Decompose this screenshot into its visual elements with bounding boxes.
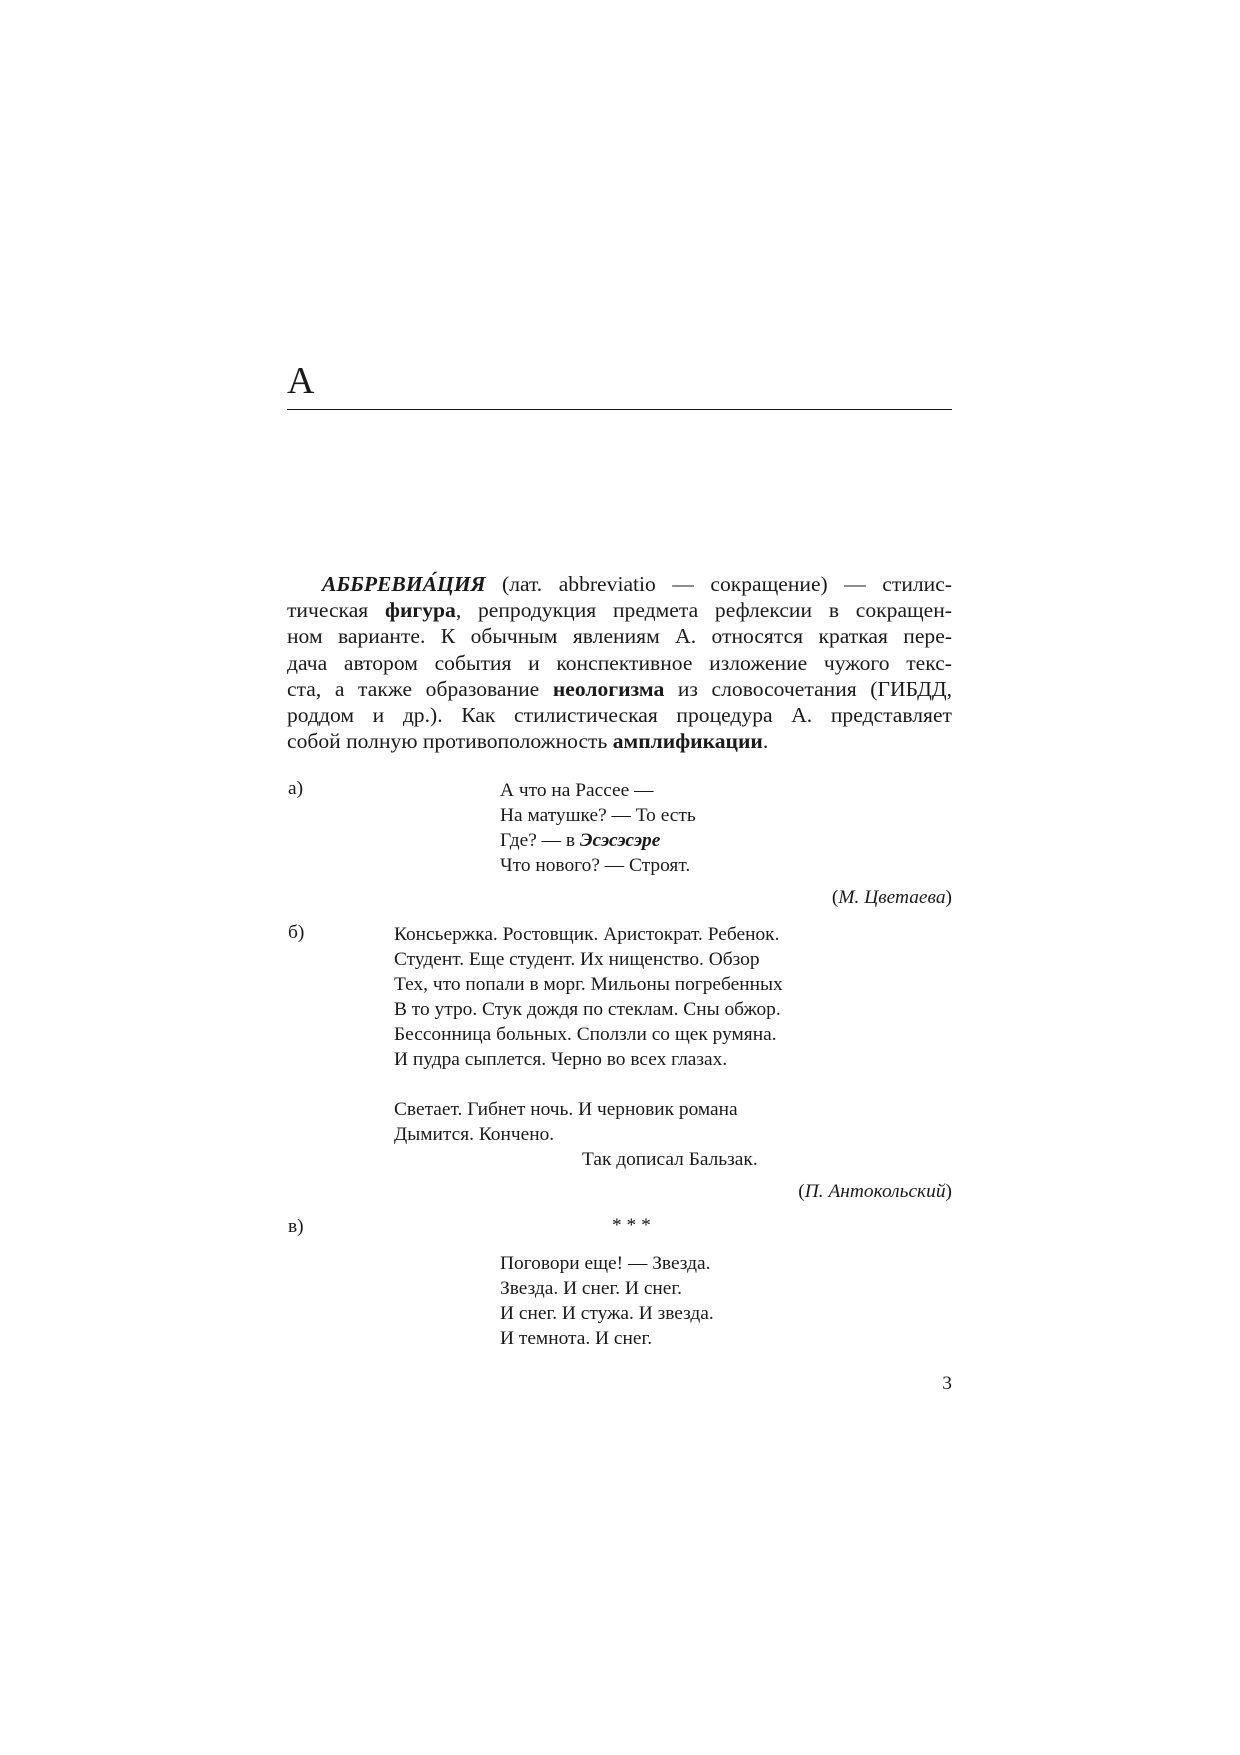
poem-line: Звезда. И снег. И снег.	[500, 1278, 683, 1299]
entry-line: дача автором события и конспективное изложение чужого текс-	[287, 650, 952, 675]
poem-line: Светает. Гибнет ночь. И черновик романа	[394, 1099, 738, 1120]
entry-paragraph	[287, 571, 952, 754]
attribution-author: М. Цветаева	[838, 887, 946, 908]
section-letter: А	[287, 360, 315, 402]
entry-line: ном варианте. К обычным явлениям А. относятся краткая пере-	[287, 624, 952, 649]
poem-line: Дымится. Кончено.	[394, 1124, 555, 1145]
entry-line: ста, а также образование неологизма из словосочетания (ГИБДД,	[287, 676, 953, 701]
poem-line: И темнота. И снег.	[500, 1328, 653, 1349]
section-divider	[287, 409, 952, 410]
poem-line: Тех, что попали в морг. Мильоны погребенных	[394, 974, 783, 995]
entry-line: собой полную противоположность амплификации.	[287, 729, 769, 754]
example-marker-a: а)	[288, 778, 304, 799]
poem-line: В то утро. Стук дождя по стеклам. Сны обжор.	[394, 999, 781, 1020]
poem-line: Поговори еще! — Звезда.	[500, 1253, 711, 1274]
poem-line: Консьержка. Ростовщик. Аристократ. Ребенок.	[394, 924, 780, 945]
attribution-author: П. Антокольский	[804, 1181, 946, 1202]
example-marker-c: в)	[288, 1216, 304, 1237]
entry-line: тическая фигура, репродукция предмета рефлексии в сокращен-	[287, 598, 952, 623]
term-link-figura: фигура	[385, 598, 456, 623]
emphasized-word: Эсэсэсэре	[579, 830, 661, 851]
entry-headword: АББРЕВИА́ЦИЯ	[322, 572, 486, 596]
entry-line: АББРЕВИА́ЦИЯ (лат. abbreviatio — сокращение) — стилис-	[322, 572, 952, 596]
poem-line: И снег. И стужа. И звезда.	[500, 1303, 714, 1324]
term-link-amplification: амплификации	[612, 729, 763, 754]
attribution-b: (П. Антокольский)	[798, 1181, 952, 1202]
poem-line: Бессонница больных. Сползли со щек румяна.	[394, 1024, 777, 1045]
page-number: 3	[942, 1373, 952, 1394]
poem-line: Так дописал Бальзак.	[582, 1149, 758, 1170]
poem-line: А что на Рассее —	[500, 780, 654, 801]
poem-line: Что нового? — Строят.	[500, 855, 691, 876]
poem-line: Студент. Еще студент. Их нищенство. Обзор	[394, 949, 760, 970]
poem-line: Где? — в Эсэсэсэре	[500, 830, 661, 851]
term-link-neologism: неологизма	[552, 676, 665, 701]
attribution-a: (М. Цветаева)	[831, 887, 952, 908]
entry-line: роддом и др.). Как стилистическая процедура А. представляет	[287, 702, 952, 727]
poem-line: На матушке? — То есть	[500, 805, 696, 826]
example-marker-b: б)	[288, 922, 305, 943]
poem-line: И пудра сыплется. Черно во всех глазах.	[394, 1049, 728, 1070]
poem-stars: * * *	[612, 1215, 651, 1236]
